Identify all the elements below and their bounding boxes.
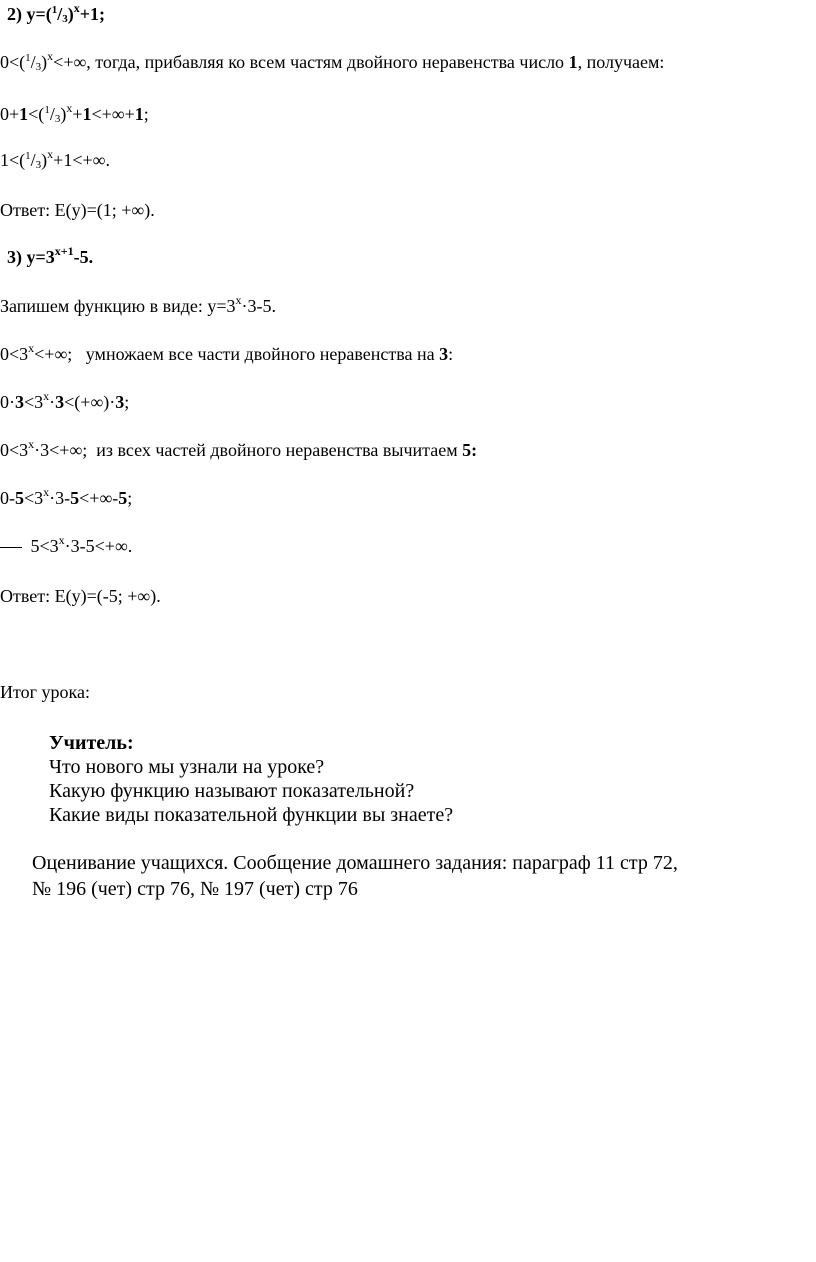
fraction: $^1/_3$ bbox=[25, 52, 42, 73]
part3-line5: $0-5<3^x\cdot 3-5<+\infty-5$; bbox=[0, 485, 133, 508]
part2-line3: $1<(^1/_3)^x+1<+\infty$. bbox=[0, 147, 110, 171]
part2-line1: $0<(^1/_3)^x<+\infty$, тогда, прибавляя ко всем частям двойного неравенства число 1, получаем: bbox=[0, 49, 665, 73]
part3-line6: $5<3^x\cdot 3-5<+\infty$. bbox=[0, 534, 132, 558]
fraction: $^1/_3$ bbox=[51, 4, 68, 25]
part3-line4: $0<3^x\cdot 3<+\infty$; из всех частей двойного неравенства вычитаем 5: bbox=[0, 437, 478, 460]
part3-line2: $0<3^x<+\infty$; умножаем все части двойного неравенства на 3: bbox=[0, 341, 454, 364]
part2-line2: $0+1<(^1/_3)^x+1<+\infty+1$; bbox=[0, 101, 149, 125]
question-2: Какую функцию называют показательной? bbox=[49, 780, 415, 802]
fraction: $^1/_3$ bbox=[44, 104, 61, 125]
homework-line-1: Оценивание учащихся. Сообщение домашнего задания: параграф 11 стр 72, bbox=[32, 852, 678, 874]
part2-answer: Ответ: E(y)=(1; +∞). bbox=[0, 200, 155, 220]
part3-heading: 3) $y=3^{x+1}-5$. bbox=[7, 244, 94, 267]
fraction: $^1/_3$ bbox=[25, 150, 42, 171]
minus-dash bbox=[0, 547, 22, 548]
homework-line-2: № 196 (чет) стр 76, № 197 (чет) стр 76 bbox=[32, 878, 358, 900]
part3-line3: $0\cdot 3<3^x\cdot 3<(+\infty)\cdot 3$; bbox=[0, 389, 130, 412]
part2-heading: 2) $y=(^1/_3)^x+1$; bbox=[7, 1, 106, 25]
heading-text: 2) y=( bbox=[7, 4, 52, 24]
part3-answer: Ответ: E(y)=(-5; +∞). bbox=[0, 586, 161, 606]
question-1: Что нового мы узнали на уроке? bbox=[49, 756, 325, 778]
teacher-label: Учитель: bbox=[49, 732, 134, 754]
question-3: Какие виды показательной функции вы знаете? bbox=[49, 804, 454, 826]
summary-title: Итог урока: bbox=[0, 682, 90, 702]
part3-line1: Запишем функцию в виде: $y=3^x\cdot 3-5$. bbox=[0, 293, 277, 316]
